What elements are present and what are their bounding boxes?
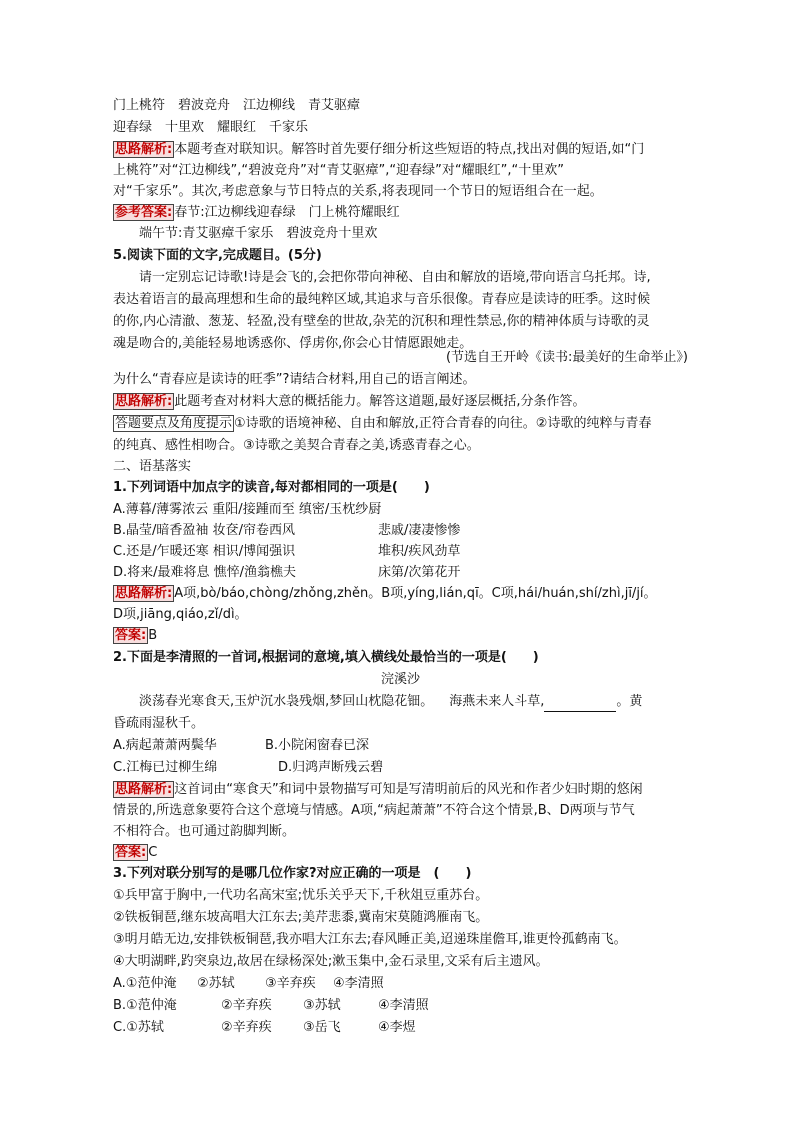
q3-title: 3.下列对联分别写的是哪几位作家?对应正确的一项是 ( )	[113, 866, 472, 881]
q1-option-d: D.将来/最难将息 憔悴/渔翁樵夫 床第/次第花开	[113, 565, 461, 580]
q2-poem-line-2: 昏疏雨湿秋千。	[113, 716, 205, 731]
q2-analysis-line-1: 思路解析: 这首词由“寒食天”和词中景物描写可知是写清明前后的风光和作者少妇时期的悠闲	[115, 782, 643, 797]
q2-options-ab: A.病起萧萧两鬓华 B.小院闲窗春已深	[113, 738, 370, 753]
q1-answer: 答案: B	[115, 628, 158, 643]
q3-option-b: B.①范仲淹 ②辛弃疾 ③苏轼 ④李清照	[113, 998, 429, 1013]
q5-analysis: 思路解析: 此题考查对材料大意的概括能力。解答这道题,最好逐层概括,分条作答。	[115, 394, 586, 409]
couplet-line-2: 迎春绿 十里欢 耀眼红 千家乐	[113, 120, 309, 135]
q1-option-c: C.还是/乍暖还寒 相识/博闻强识 堆积/疾风劲草	[113, 544, 461, 559]
couplet-analysis-line-3: 对“千家乐”。其次,考虑意象与节日特点的关系,将表现同一个节日的短语组合在一起。	[113, 184, 603, 199]
q2-poem-title: 浣溪沙	[380, 672, 420, 687]
q1-option-a: A.薄暮/薄雾浓云 重阳/接踵而至 缜密/玉枕纱厨	[113, 502, 382, 517]
q3-couplet-3: ③明月皓无边,安排铁板铜琶,我亦唱大江东去;春风睡正美,迢递珠崖儋耳,谁更怜孤鹤南飞。	[113, 932, 627, 947]
analysis-tag: 思路解析:	[115, 586, 173, 601]
fill-blank	[544, 697, 616, 712]
q1-option-b: B.晶莹/暗香盈袖 妆奁/帘卷西风 悲戚/凄凄惨惨	[113, 523, 461, 538]
analysis-tag: 思路解析:	[115, 782, 173, 797]
q5-title: 5.阅读下面的文字,完成题目。(5分)	[113, 248, 322, 263]
q5-question: 为什么“青春应是读诗的旺季”?请结合材料,用自己的语言阐述。	[113, 372, 476, 387]
analysis-tag: 思路解析:	[115, 142, 173, 157]
q2-poem-line-1: 淡荡春光寒食天,玉炉沉水袅残烟,梦回山枕隐花钿。 海燕未来人斗草, 。黄	[113, 692, 642, 712]
q3-couplet-2: ②铁板铜琶,继东坡高唱大江东去;美芹悲黍,冀南宋莫随鸿雁南飞。	[113, 910, 489, 925]
q5-passage-line-2: 表达着语言的最高理想和生命的最纯粹区域,其追求与音乐很像。青春应是读诗的旺季。这时候	[113, 292, 651, 307]
couplet-analysis-line-1: 思路解析: 本题考查对联知识。解答时首先要仔细分析这些短语的特点,找出对偶的短语,如“门	[115, 142, 645, 157]
analysis-tag: 思路解析:	[115, 394, 173, 409]
couplet-line-1: 门上桃符 碧波竞舟 江边柳线 青艾驱瘴	[113, 98, 361, 113]
q3-option-a: A.①范仲淹 ②苏轼 ③辛弃疾 ④李清照	[113, 976, 384, 991]
answer-tag: 答案:	[115, 628, 147, 643]
couplet-answer-line-1: 参考答案: 春节:江边柳线迎春绿 门上桃符耀眼红	[115, 205, 400, 220]
couplet-analysis-line-2: 上桃符”对“江边柳线”,“碧波竞舟”对“青艾驱瘴”,“迎春绿”对“耀眼红”,“十里欢”	[113, 163, 564, 178]
points-tag: 答题要点及角度提示	[115, 416, 233, 431]
q1-analysis-line-2: D项,jiāng,qiáo,zǐ/dì。	[113, 607, 248, 622]
q5-points-line-2: 的纯真、感性相吻合。③诗歌之美契合青春之美,诱惑青春之心。	[113, 438, 480, 453]
section-heading: 二、语基落实	[113, 459, 192, 474]
q5-passage-line-1: 请一定别忘记诗歌!诗是会飞的,会把你带向神秘、自由和解放的语境,带向语言乌托邦。诗,	[139, 270, 651, 285]
couplet-answer-line-2: 端午节:青艾驱瘴千家乐 碧波竞舟十里欢	[139, 226, 378, 241]
q2-analysis-line-2: 情景的,所选意象要符合这个意境与情感。A项,“病起萧萧”不符合这个情景,B、D两项与节气	[113, 803, 635, 818]
q1-title: 1.下列词语中加点字的读音,每对都相同的一项是( )	[113, 480, 430, 495]
q5-points-line-1: 答题要点及角度提示 ①诗歌的语境神秘、自由和解放,正符合青春的向往。②诗歌的纯粹与青春	[115, 416, 652, 431]
q3-option-c: C.①苏轼 ②辛弃疾 ③岳飞 ④李煜	[113, 1020, 416, 1035]
q5-passage-line-4: 魂是吻合的,美能轻易地诱惑你、俘虏你,你会心甘情愿跟她走。	[113, 336, 473, 351]
q5-passage-line-3: 的你,内心清澈、葱茏、轻盈,没有壁垒的世故,杂芜的沉积和理性禁忌,你的精神体质与诗歌的灵	[113, 314, 650, 329]
q2-answer: 答案: C	[115, 845, 158, 860]
q2-options-cd: C.江梅已过柳生绵 D.归鸿声断残云碧	[113, 760, 384, 775]
q2-title: 2.下面是李清照的一首词,根据词的意境,填入横线处最恰当的一项是( )	[113, 650, 539, 665]
q3-couplet-1: ①兵甲富于胸中,一代功名高宋室;忧乐关乎天下,千秋俎豆重苏台。	[113, 888, 489, 903]
answer-tag: 参考答案:	[115, 205, 173, 220]
q1-analysis-line-1: 思路解析: A项,bò/báo,chòng/zhǒng,zhěn。B项,yíng,lián,qī。C项,hái/huán,shí/zhì,jī/jí。	[115, 586, 657, 601]
q2-analysis-line-3: 不相符合。也可通过韵脚判断。	[113, 824, 296, 839]
q5-source: (节选自王开岭《读书:最美好的生命举止》)	[445, 350, 688, 365]
answer-tag: 答案:	[115, 845, 147, 860]
q3-couplet-4: ④大明湖畔,趵突泉边,故居在绿杨深处;漱玉集中,金石录里,文采有后主遗风。	[113, 954, 549, 969]
